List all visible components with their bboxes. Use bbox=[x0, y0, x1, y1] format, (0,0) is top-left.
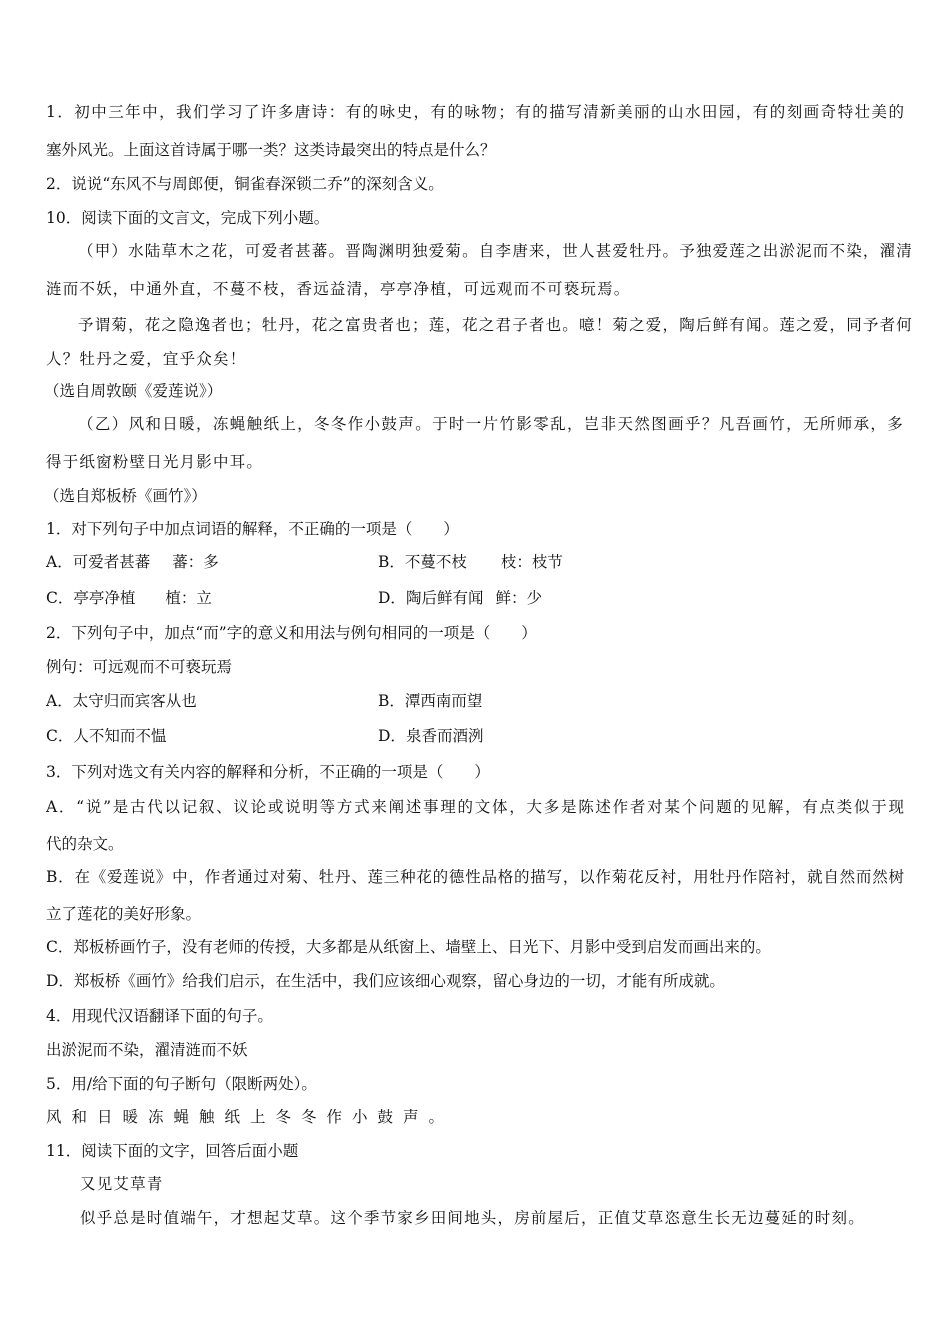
sub4-stem: 4．用现代汉语翻译下面的句子。 bbox=[46, 1007, 273, 1025]
sub4-sentence: 出淤泥而不染，濯清涟而不妖 bbox=[46, 1041, 248, 1059]
passage-jia-line4: 人？牡丹之爱，宜乎众矣！ bbox=[46, 350, 247, 368]
sub5-stem: 5．用/给下面的句子断句（限断两处）。 bbox=[46, 1075, 317, 1093]
sub2-option-c bbox=[46, 726, 166, 746]
sub1-option-a bbox=[46, 552, 219, 572]
sub3-option-b-line2: 立了莲花的美好形象。 bbox=[46, 905, 202, 923]
option-phrase: 亭亭净植 bbox=[73, 589, 136, 607]
option-text: 泉香而酒洌 bbox=[405, 727, 484, 745]
option-label: C． bbox=[46, 589, 74, 607]
option-phrase: 不蔓不枝 bbox=[404, 553, 467, 571]
sub3-option-c: C．郑板桥画竹子，没有老师的传授，大多都是从纸窗上、墙壁上、日光下、月影中受到启发而画出来的。 bbox=[46, 938, 771, 956]
sub2-example: 例句：可远观而不可亵玩焉 bbox=[46, 658, 233, 676]
sub3-option-a-line2: 代的杂文。 bbox=[46, 835, 124, 853]
q11-paragraph-1: 似乎总是时值端午，才想起艾草。这个季节家乡田间地头，房前屋后，正值艾草恣意生长无边蔓延的时刻。 bbox=[80, 1209, 865, 1227]
option-label: A． bbox=[46, 553, 73, 571]
sub2-option-d bbox=[378, 726, 483, 746]
option-gloss: 蕃：多 bbox=[172, 553, 219, 571]
sub2-option-b bbox=[378, 691, 482, 711]
option-text: 潭西南而望 bbox=[404, 692, 483, 710]
sub1-option-c bbox=[46, 588, 212, 608]
sub1-stem: 1．对下列句子中加点词语的解释，不正确的一项是（ ） bbox=[46, 520, 459, 538]
option-phrase: 可爱者甚蕃 bbox=[72, 553, 151, 571]
passage-jia-source: （选自周敦颐《爱莲说》） bbox=[44, 382, 223, 400]
q11-heading: 11．阅读下面的文字，回答后面小题 bbox=[46, 1142, 299, 1160]
option-label: B． bbox=[378, 553, 405, 571]
sub3-option-b-line1: B．在《爱莲说》中，作者通过对菊、牡丹、莲三种花的德性品格的描写，以作菊花反衬，用牡丹作陪衬，就自然而然树 bbox=[46, 868, 904, 886]
passage-jia-line2: 涟而不妖，中通外直，不蔓不枝，香远益清，亭亭净植，可远观而不可亵玩焉。 bbox=[46, 280, 631, 298]
option-phrase: 陶后鲜有闻 bbox=[405, 589, 484, 607]
sub2-option-a bbox=[46, 691, 197, 711]
option-gloss: 鲜：少 bbox=[495, 589, 542, 607]
option-label: D． bbox=[378, 589, 406, 607]
q1-line1: 1．初中三年中，我们学习了许多唐诗：有的咏史，有的咏物；有的描写清新美丽的山水田园，有的刻画奇特壮美的 bbox=[46, 103, 904, 121]
option-gloss: 植：立 bbox=[165, 589, 212, 607]
option-text: 人不知而不愠 bbox=[73, 727, 167, 745]
option-label: D． bbox=[378, 727, 406, 745]
passage-jia-line1: （甲）水陆草木之花，可爱者甚蕃。晋陶渊明独爱菊。自李唐来，世人甚爱牡丹。予独爱莲之出淤泥而不染，濯清 bbox=[78, 242, 914, 260]
passage-yi-source: （选自郑板桥《画竹》） bbox=[44, 487, 207, 505]
sub3-option-a-line1: A．“说”是古代以记叙、议论或说明等方式来阐述事理的文体，大多是陈述作者对某个问题的见解，有点类似于现 bbox=[46, 798, 904, 816]
q1-line2: 塞外风光。上面这首诗属于哪一类？这类诗最突出的特点是什么？ bbox=[46, 141, 496, 159]
sub2-stem: 2．下列句子中，加点“而”字的意义和用法与例句相同的一项是（ ） bbox=[46, 624, 537, 642]
option-label: B． bbox=[378, 692, 405, 710]
q11-article-title: 又见艾草青 bbox=[80, 1175, 164, 1193]
passage-yi-line1: （乙）风和日暖，冻蝇触纸上，冬冬作小鼓声。于时一片竹影零乱，岂非天然图画乎？凡吾画竹，无所师承，多 bbox=[78, 415, 904, 433]
sub5-sentence: 风和日暖冻蝇触纸上冬冬作小鼓声。 bbox=[46, 1108, 455, 1126]
passage-yi-line2: 得于纸窗粉壁日光月影中耳。 bbox=[46, 453, 264, 471]
sub1-option-d bbox=[378, 588, 542, 608]
sub3-stem: 3．下列对选文有关内容的解释和分析，不正确的一项是（ ） bbox=[46, 763, 490, 781]
option-label: A． bbox=[46, 692, 73, 710]
q10-heading: 10．阅读下面的文言文，完成下列小题。 bbox=[46, 209, 330, 227]
passage-jia-line3: 予谓菊，花之隐逸者也；牡丹，花之富贵者也；莲，花之君子者也。噫！菊之爱，陶后鲜有闻。莲之爱，同予者何 bbox=[78, 316, 914, 334]
option-label: C． bbox=[46, 727, 74, 745]
option-text: 太守归而宾客从也 bbox=[72, 692, 197, 710]
sub3-option-d: D．郑板桥《画竹》给我们启示，在生活中，我们应该细心观察，留心身边的一切，才能有所成就。 bbox=[46, 972, 725, 990]
option-gloss: 枝：枝节 bbox=[500, 553, 563, 571]
sub1-option-b bbox=[378, 552, 563, 572]
q2-question: 2．说说“东风不与周郎便，铜雀春深锁二乔”的深刻含义。 bbox=[46, 175, 444, 193]
